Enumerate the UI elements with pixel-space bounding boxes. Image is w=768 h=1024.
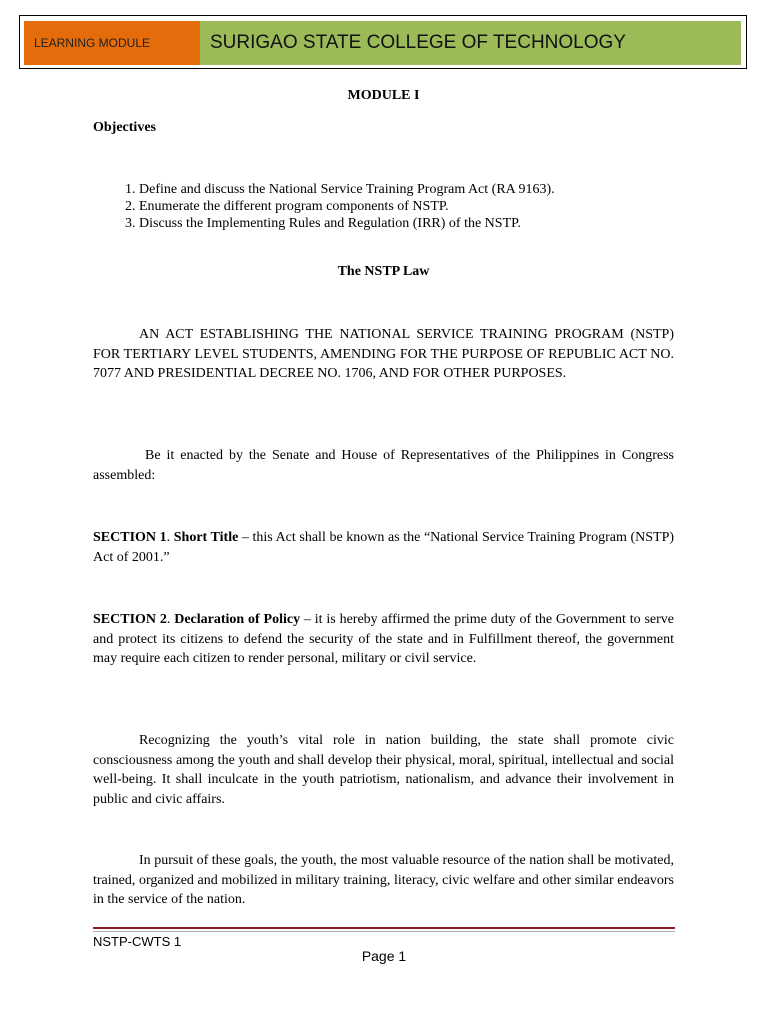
act-paragraph: AN ACT ESTABLISHING THE NATIONAL SERVICE TRAINING PROGRAM (NSTP) FOR TERTIARY LEVEL STUDENTS, AMENDING FOR THE PURPOSE OF REPUBLIC ACT NO. 7077 AND PRESIDENTIAL DECREE NO. 1706, AND FOR OTHER PURPOSES.: [93, 327, 674, 382]
section-1-label: SECTION 1: [93, 530, 167, 545]
footer-course-code: NSTP-CWTS 1: [93, 934, 182, 949]
footer-divider: [93, 927, 675, 929]
module-title: MODULE I: [347, 88, 420, 103]
section-1-paragraph: SECTION 1. Short Title – this Act shall be known as the “National Service Training Program (NSTP) Act of 2001.”: [93, 530, 675, 565]
section-2-title: Declaration of Policy: [174, 612, 301, 627]
objective-item: 3. Discuss the Implementing Rules and Regulation (IRR) of the NSTP.: [139, 215, 720, 232]
section-2-label: SECTION 2: [93, 612, 167, 627]
section-1-text: this Act shall be known as the “National Service Training Program (NSTP) Act of 2001.”: [93, 530, 675, 565]
objectives-list: [93, 181, 720, 232]
pursuit-paragraph: In pursuit of these goals, the youth, the most valuable resource of the nation shall be motivated, trained, organized and mobilized in military training, literacy, civic welfare and other similar endeavors in the service of the nation.: [93, 853, 674, 908]
footer-page-number: Page 1: [361, 948, 407, 964]
section-2-paragraph: SECTION 2. Declaration of Policy – it is hereby affirmed the prime duty of the Government to serve and protect its citizens to defend the security of the state and in Fulfillment thereof, the government may require each citizen to render personal, military or civil service.: [93, 612, 675, 667]
objective-item: 2. Enumerate the different program components of NSTP.: [139, 198, 720, 215]
section-1-title: Short Title: [173, 530, 239, 545]
header-school-title: SURIGAO STATE COLLEGE OF TECHNOLOGY: [200, 21, 741, 65]
objective-item: 1. Define and discuss the National Service Training Program Act (RA 9163).: [139, 181, 720, 198]
enacted-paragraph: Be it enacted by the Senate and House of Representatives of the Philippines in Congress assembled:: [93, 448, 674, 483]
section-2-text: it is hereby affirmed the prime duty of the Government to serve and protect its citizens to defend the security of the state and in Fulfillment thereof, the government may require each citizen to render personal, military or civil service.: [93, 612, 675, 667]
objectives-heading: Objectives: [93, 120, 156, 135]
law-heading: The NSTP Law: [337, 264, 430, 279]
recognizing-paragraph: Recognizing the youth’s vital role in nation building, the state shall promote civic consciousness among the youth and shall develop their physical, moral, spiritual, intellectual and social well-being. It shall inculcate in the youth patriotism, nationalism, and advance their involvement in public and civic affairs.: [93, 733, 674, 808]
footer-divider-shadow: [93, 931, 675, 932]
header-module-label: LEARNING MODULE: [24, 21, 200, 65]
